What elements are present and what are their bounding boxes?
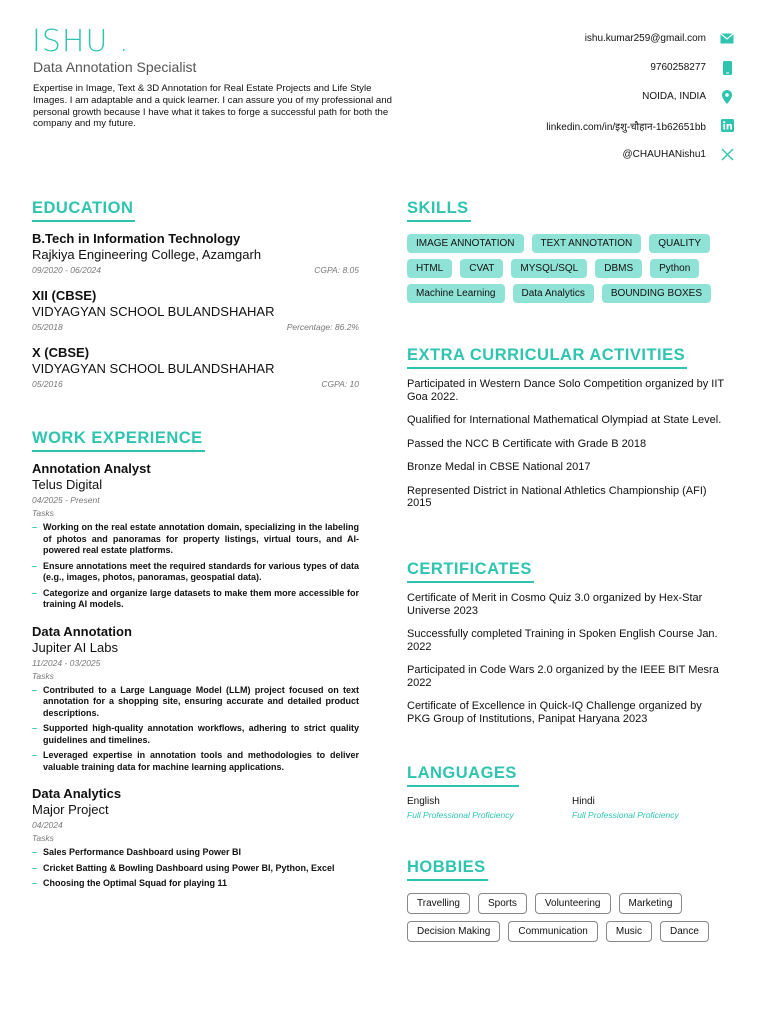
languages-list: [407, 796, 737, 820]
activity-item: Bronze Medal in CBSE National 2017: [407, 461, 591, 473]
certificate-item: Successfully completed Training in Spoken English Course Jan. 2022: [407, 628, 718, 653]
work-dates: [32, 820, 359, 830]
language-item: [572, 796, 737, 820]
company-name: Major Project: [32, 802, 109, 817]
certificates-heading: CERTIFICATES: [407, 560, 534, 583]
education-score: Percentage: 86.2%: [286, 322, 359, 332]
task-item: – Cricket Batting & Bowling Dashboard using Power BI, Python, Excel: [32, 863, 359, 875]
email-text[interactable]: ishu.kumar259@gmail.com: [584, 33, 706, 44]
certificate-item: Participated in Code Wars 2.0 organized by the IEEE BIT Mesra 2022: [407, 664, 719, 689]
contact-list: [474, 24, 734, 169]
activities-heading: EXTRA CURRICULAR ACTIVITIES: [407, 346, 687, 369]
work-heading: WORK EXPERIENCE: [32, 429, 205, 452]
education-list: [32, 231, 359, 399]
phone-icon: [720, 61, 734, 75]
work-dates-text: 04/2025 - Present: [32, 495, 100, 505]
certificate-item: Certificate of Merit in Cosmo Quiz 3.0 organized by Hex-Star Universe 2023: [407, 592, 703, 617]
language-level: Full Professional Proficiency: [572, 810, 679, 820]
work-item: [32, 624, 359, 774]
hobbies-list: [407, 893, 737, 942]
linkedin-icon: [720, 119, 734, 133]
profile-summary: Expertise in Image, Text & 3D Annotation for Real Estate Projects and Life Style Images. I am adaptable and a quick learner. I can assure you of my professional and personal growth because I have what it takes to forge a successful path for both the company and my future.: [33, 83, 392, 130]
hobby-tag: Volunteering: [535, 893, 611, 914]
task-item: – Categorize and organize large datasets to make them more accessible for training AI models.: [32, 588, 359, 611]
skill-tag: IMAGE ANNOTATION: [407, 234, 524, 253]
location-icon: [720, 90, 734, 104]
tasks-label: Tasks: [32, 670, 54, 681]
skill-tag: Python: [650, 259, 699, 278]
contact-linkedin[interactable]: [474, 111, 734, 140]
phone-text[interactable]: 9760258277: [650, 62, 706, 73]
education-meta: [32, 322, 359, 332]
education-item: [32, 231, 359, 275]
linkedin-text[interactable]: linkedin.com/in/इशु-चौहान-1b62651bb: [546, 121, 706, 133]
skill-tag: BOUNDING BOXES: [602, 284, 711, 303]
work-dates-text: 11/2024 - 03/2025: [32, 657, 101, 668]
work-dates: [32, 495, 359, 505]
language-name: English: [407, 796, 440, 807]
contact-location: [474, 82, 734, 111]
hobby-tag: Marketing: [619, 893, 683, 914]
job-role: Data Analytics: [32, 786, 122, 801]
education-score: CGPA: 8.05: [314, 265, 359, 275]
contact-x[interactable]: [474, 140, 734, 169]
education-item: [32, 345, 359, 389]
degree-title: X (CBSE): [32, 345, 90, 360]
skill-tag: CVAT: [460, 259, 503, 278]
tasks-label: Tasks: [32, 833, 54, 843]
mail-icon: [720, 32, 734, 46]
hobbies-heading: HOBBIES: [407, 858, 488, 881]
x-icon: [720, 148, 734, 162]
school-name: VIDYAGYAN SCHOOL BULANDSHAHAR: [32, 304, 275, 319]
work-dates-text: 04/2024: [32, 820, 63, 830]
activity-item: Passed the NCC B Certificate with Grade B 2018: [407, 437, 647, 450]
language-item: [407, 796, 572, 820]
skill-tag: TEXT ANNOTATION: [532, 234, 642, 253]
school-name: Rajkiya Engineering College, Azamgarh: [32, 247, 262, 262]
task-item: – Leveraged expertise in annotation tools and methodologies to deliver valuable training data for machine learning applications.: [32, 750, 359, 773]
language-level: Full Professional Proficiency: [407, 810, 514, 820]
activities-list: [407, 378, 727, 521]
certificates-list: [407, 592, 727, 736]
work-dates: [32, 658, 359, 668]
work-list: [32, 461, 359, 900]
activity-item: Participated in Western Dance Solo Competition organized by IIT Goa 2022.: [407, 378, 724, 403]
company-name: Telus Digital: [32, 477, 103, 492]
contact-phone[interactable]: [474, 53, 734, 82]
hobby-tag: Communication: [508, 921, 597, 942]
hobby-tag: Travelling: [407, 893, 470, 914]
job-title: Data Annotation Specialist: [33, 59, 197, 75]
skills-heading: SKILLS: [407, 199, 471, 222]
job-role: Data Annotation: [32, 623, 132, 639]
hobby-tag: Sports: [478, 893, 527, 914]
hobby-tag: Music: [606, 921, 652, 942]
tasks-label: Tasks: [32, 508, 54, 518]
activity-item: Qualified for International Mathematical Olympiad at State Level.: [407, 414, 722, 426]
task-item: – Ensure annotations meet the required standards for various types of data (e.g., images, photos, panoramas, geospatial data).: [32, 561, 359, 584]
activity-item: Represented District in National Athletics Championship (AFI) 2015: [407, 484, 707, 509]
task-item: – Sales Performance Dashboard using Power BI: [32, 847, 359, 859]
candidate-name: ISHU .: [32, 24, 130, 59]
languages-heading: LANGUAGES: [407, 764, 519, 787]
x-handle-text[interactable]: @CHAUHANishu1: [622, 149, 706, 160]
education-dates: 05/2018: [32, 322, 63, 332]
language-name: Hindi: [572, 796, 595, 807]
skill-tag: Machine Learning: [407, 284, 505, 303]
job-role: Annotation Analyst: [32, 461, 151, 476]
skill-tag: MYSQL/SQL: [511, 259, 587, 278]
education-score: CGPA: 10: [321, 379, 359, 389]
contact-email[interactable]: [474, 24, 734, 53]
skill-tag: QUALITY: [649, 234, 710, 253]
task-item: – Choosing the Optimal Squad for playing 11: [32, 878, 359, 890]
degree-title: B.Tech in Information Technology: [32, 231, 241, 246]
degree-title: XII (CBSE): [32, 288, 97, 303]
skill-tag: HTML: [407, 259, 452, 278]
skill-tag: Data Analytics: [513, 284, 594, 303]
hobby-tag: Decision Making: [407, 921, 500, 942]
location-text: NOIDA, INDIA: [642, 91, 706, 102]
skills-list: [407, 234, 737, 303]
certificate-item: Certificate of Excellence in Quick-IQ Challenge organized by PKG Group of Institutions, Panipat Haryana 2023: [407, 700, 702, 725]
education-meta: [32, 379, 359, 389]
work-item: [32, 461, 359, 611]
skill-tag: DBMS: [595, 259, 642, 278]
education-dates: 09/2020 - 06/2024: [32, 265, 102, 275]
education-dates: 05/2016: [32, 379, 63, 389]
education-item: [32, 288, 359, 332]
hobby-tag: Dance: [660, 921, 709, 942]
school-name: VIDYAGYAN SCHOOL BULANDSHAHAR: [32, 361, 275, 376]
education-heading: EDUCATION: [32, 199, 135, 222]
company-name: Jupiter AI Labs: [32, 639, 118, 655]
task-item: – Supported high-quality annotation workflows, adhering to strict quality guidelines and timelines.: [32, 723, 359, 746]
work-item: [32, 786, 359, 890]
education-meta: [32, 265, 359, 275]
task-item: – Contributed to a Large Language Model (LLM) project focused on text annotation for a shopping site, ensuring accurate and detailed product descriptions.: [32, 685, 359, 720]
task-item: – Working on the real estate annotation domain, specializing in the labeling of photos and panoramas for property listings, virtual tours, and AI-powered real estate platforms.: [32, 522, 359, 557]
